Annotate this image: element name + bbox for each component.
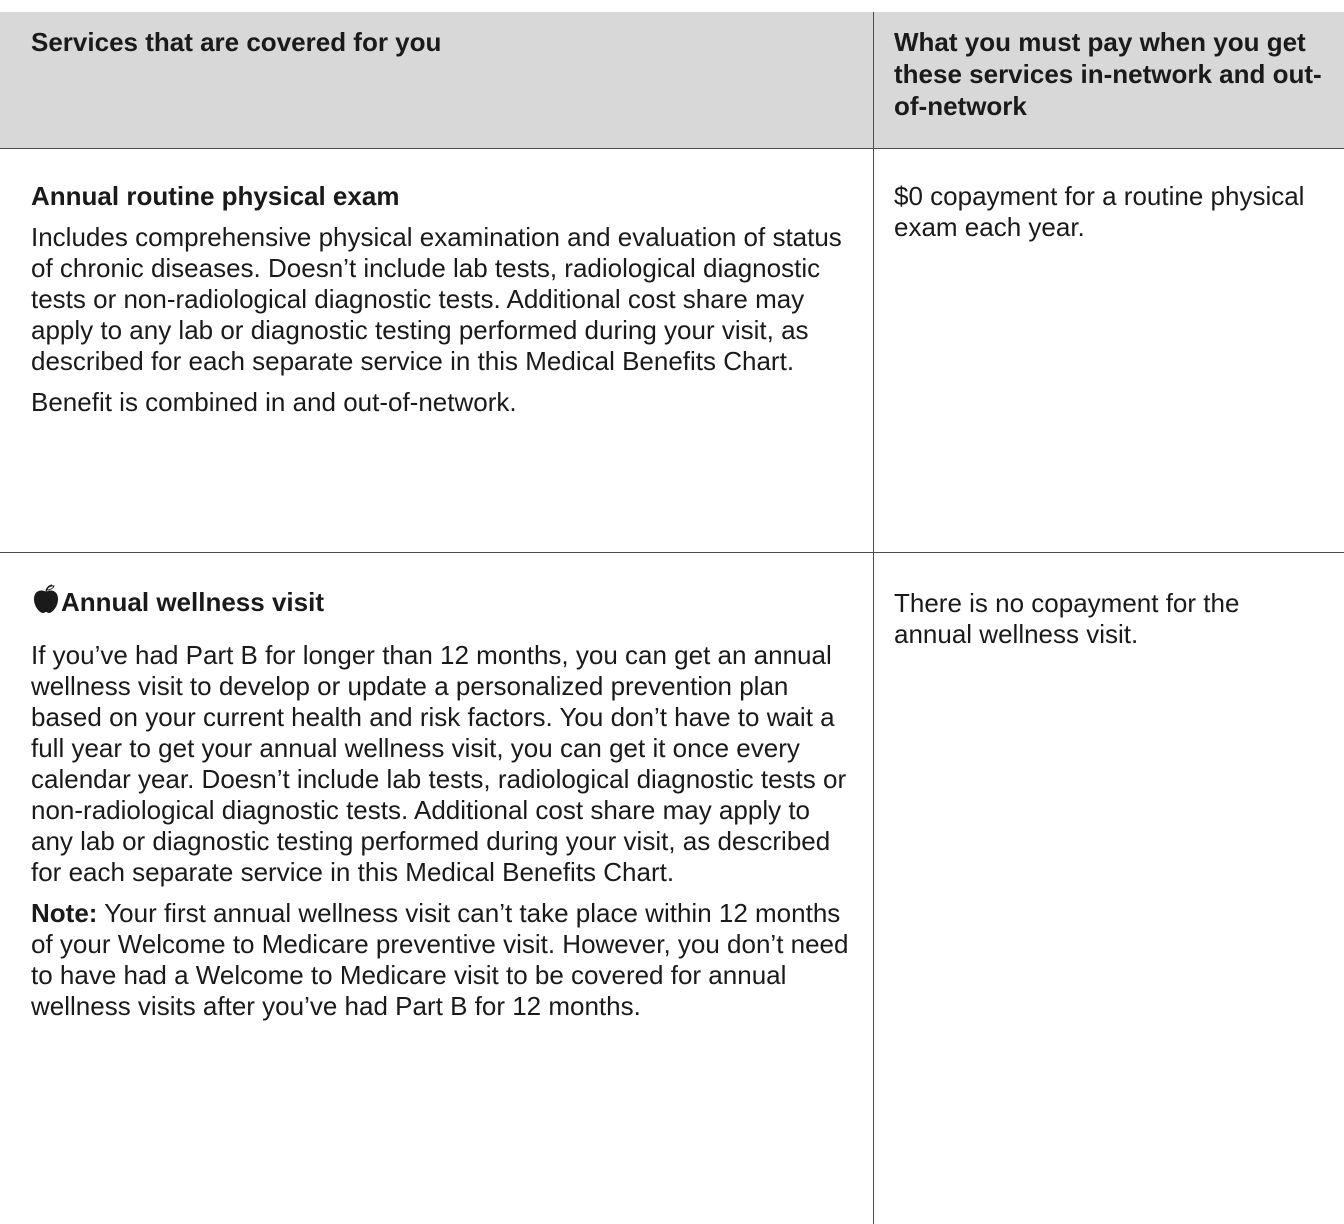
row-note (31, 898, 851, 1022)
row-physical-exam-services (31, 181, 851, 428)
row-title (31, 584, 851, 618)
row-divider (0, 552, 1344, 553)
apple-icon (31, 584, 61, 614)
column-divider (873, 12, 874, 1224)
row-description: If you’ve had Part B for longer than 12 months, you can get an annual wellness visit to develop or update a personalized prevention plan based on your current health and risk factors. You don’t have to wait a full year to get your annual wellness visit, you can get it once every calendar year. Doesn’t include lab tests, radiological diagnostic tests or non-radiological diagnostic tests. Additional cost share may apply to any lab or diagnostic testing performed during your visit, as described for each separate service in this Medical Benefits Chart. (31, 640, 847, 887)
row-title: Annual routine physical exam (31, 181, 400, 211)
row-physical-exam-cost: $0 copayment for a routine physical exam each year. (894, 181, 1305, 242)
note-text: Your first annual wellness visit can’t take place within 12 months of your Welcome to Medicare preventive visit. However, you don’t need to have had a Welcome to Medicare visit to be covered for annual wellness visits after you’ve had Part B for 12 months. (31, 898, 849, 1021)
row-wellness-visit-services (31, 584, 851, 1032)
row-description: Benefit is combined in and out-of-network. (31, 387, 517, 417)
header-services: Services that are covered for you (31, 27, 442, 57)
row-description: Includes comprehensive physical examination and evaluation of status of chronic diseases. Doesn’t include lab tests, radiological diagnostic tests or non-radiological diagnostic tests. Additional cost share may apply to any lab or diagnostic testing performed during your visit, as described for each separate service in this Medical Benefits Chart. (31, 222, 842, 376)
header-cost: What you must pay when you get these services in-network and out-of-network (894, 27, 1322, 121)
note-label: Note: (31, 898, 98, 928)
row-wellness-visit-cost: There is no copayment for the annual wellness visit. (894, 588, 1240, 649)
table-header (0, 12, 1344, 149)
row-title-text: Annual wellness visit (61, 587, 324, 617)
